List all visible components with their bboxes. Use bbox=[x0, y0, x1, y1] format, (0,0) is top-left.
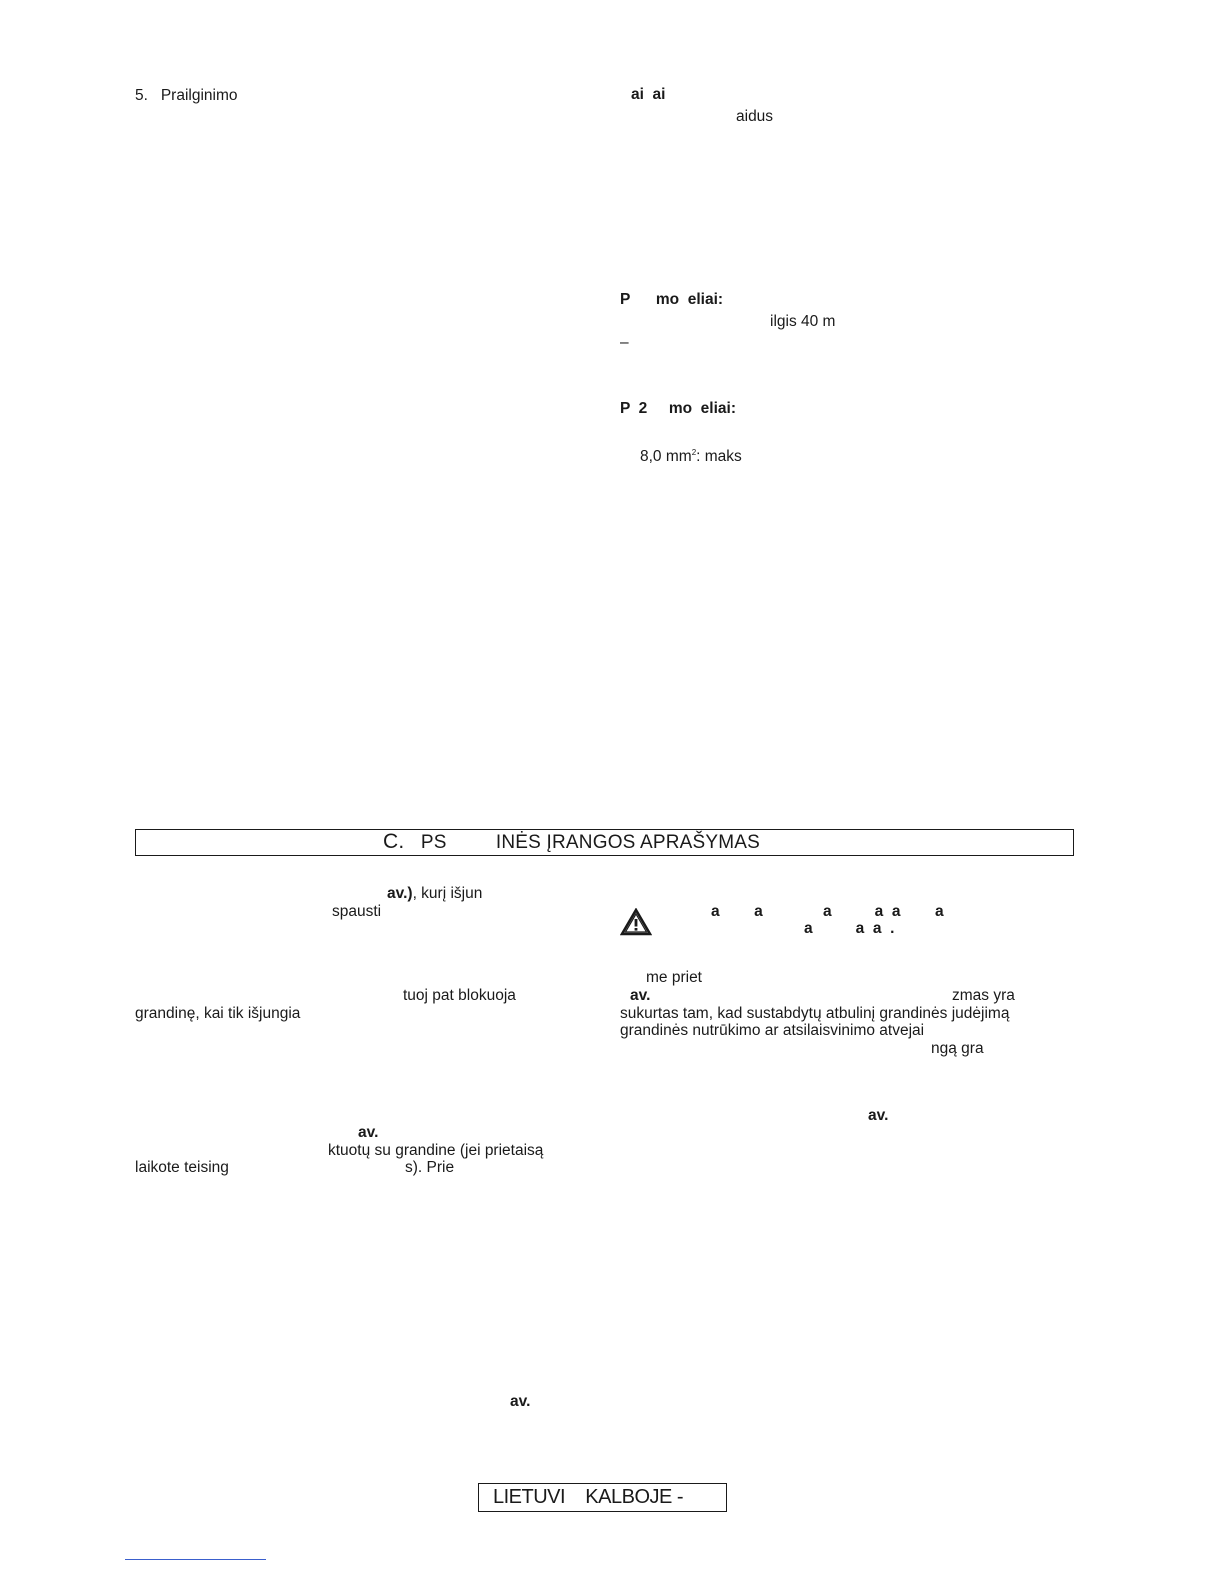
left-bottom-line-1-bold: av.) bbox=[387, 885, 413, 902]
section-title bbox=[383, 830, 760, 855]
right-bottom-line-4: grandinės nutrūkimo ar atsilaisvinimo atvejai bbox=[620, 1022, 925, 1039]
footer-language-label: LIETUVI KALBOJE - bbox=[493, 1486, 684, 1508]
left-bottom-line-7a: laikote teising bbox=[135, 1159, 229, 1176]
left-bottom-line-6: ktuotų su grandine (jei prietaisą bbox=[328, 1142, 544, 1159]
model-group-2-spec-value: 8,0 mm bbox=[640, 448, 692, 466]
left-bottom-line-7b: s). Prie bbox=[405, 1159, 455, 1176]
section-title-part1: PS bbox=[420, 832, 447, 853]
right-bottom-line-3: sukurtas tam, kad sustabdytų atbulinį grandinės judėjimą bbox=[620, 1005, 1010, 1022]
section-letter: C. bbox=[383, 830, 405, 853]
model-group-2-spec bbox=[640, 444, 742, 466]
right-bottom-line-2-bold: av. bbox=[630, 987, 651, 1004]
model-group-2-spec-rest: : maks bbox=[696, 448, 742, 466]
left-bottom-line-2: spausti bbox=[332, 903, 382, 920]
right-fragment-heading: ai ai bbox=[631, 86, 666, 103]
right-bottom-line-5: ngą gra bbox=[931, 1040, 984, 1057]
warning-triangle-icon bbox=[620, 908, 652, 936]
right-fragment-text: aidus bbox=[736, 108, 774, 125]
list-item-5: 5. Prailginimo bbox=[135, 87, 238, 104]
left-bottom-line-8: av. bbox=[510, 1393, 531, 1410]
right-bottom-line-1: me priet bbox=[646, 969, 702, 986]
model-group-1-heading: P mo eliai: bbox=[620, 291, 724, 308]
right-bottom-line-2-rest: zmas yra bbox=[952, 987, 1015, 1004]
right-bottom-line-6: av. bbox=[868, 1107, 889, 1124]
left-bottom-line-4: grandinę, kai tik išjungia bbox=[135, 1005, 301, 1022]
model-group-1-dash: – bbox=[620, 334, 629, 351]
model-group-2-spec-sup: 2 bbox=[691, 448, 697, 457]
section-title-part2: INĖS ĮRANGOS APRAŠYMAS bbox=[495, 832, 761, 853]
model-group-1-length: ilgis 40 m bbox=[770, 313, 836, 330]
warning-line-1: a a a a a a bbox=[711, 903, 944, 920]
left-bottom-line-1 bbox=[387, 885, 482, 903]
model-group-2-heading: P 2 mo eliai: bbox=[620, 400, 737, 417]
left-bottom-line-5: av. bbox=[358, 1124, 379, 1141]
left-bottom-line-3: tuoj pat blokuoja bbox=[403, 987, 516, 1004]
left-bottom-line-1-rest: , kurį išjun bbox=[412, 885, 483, 902]
footnote-divider bbox=[125, 1559, 266, 1560]
warning-line-2: a a a . bbox=[804, 920, 895, 937]
